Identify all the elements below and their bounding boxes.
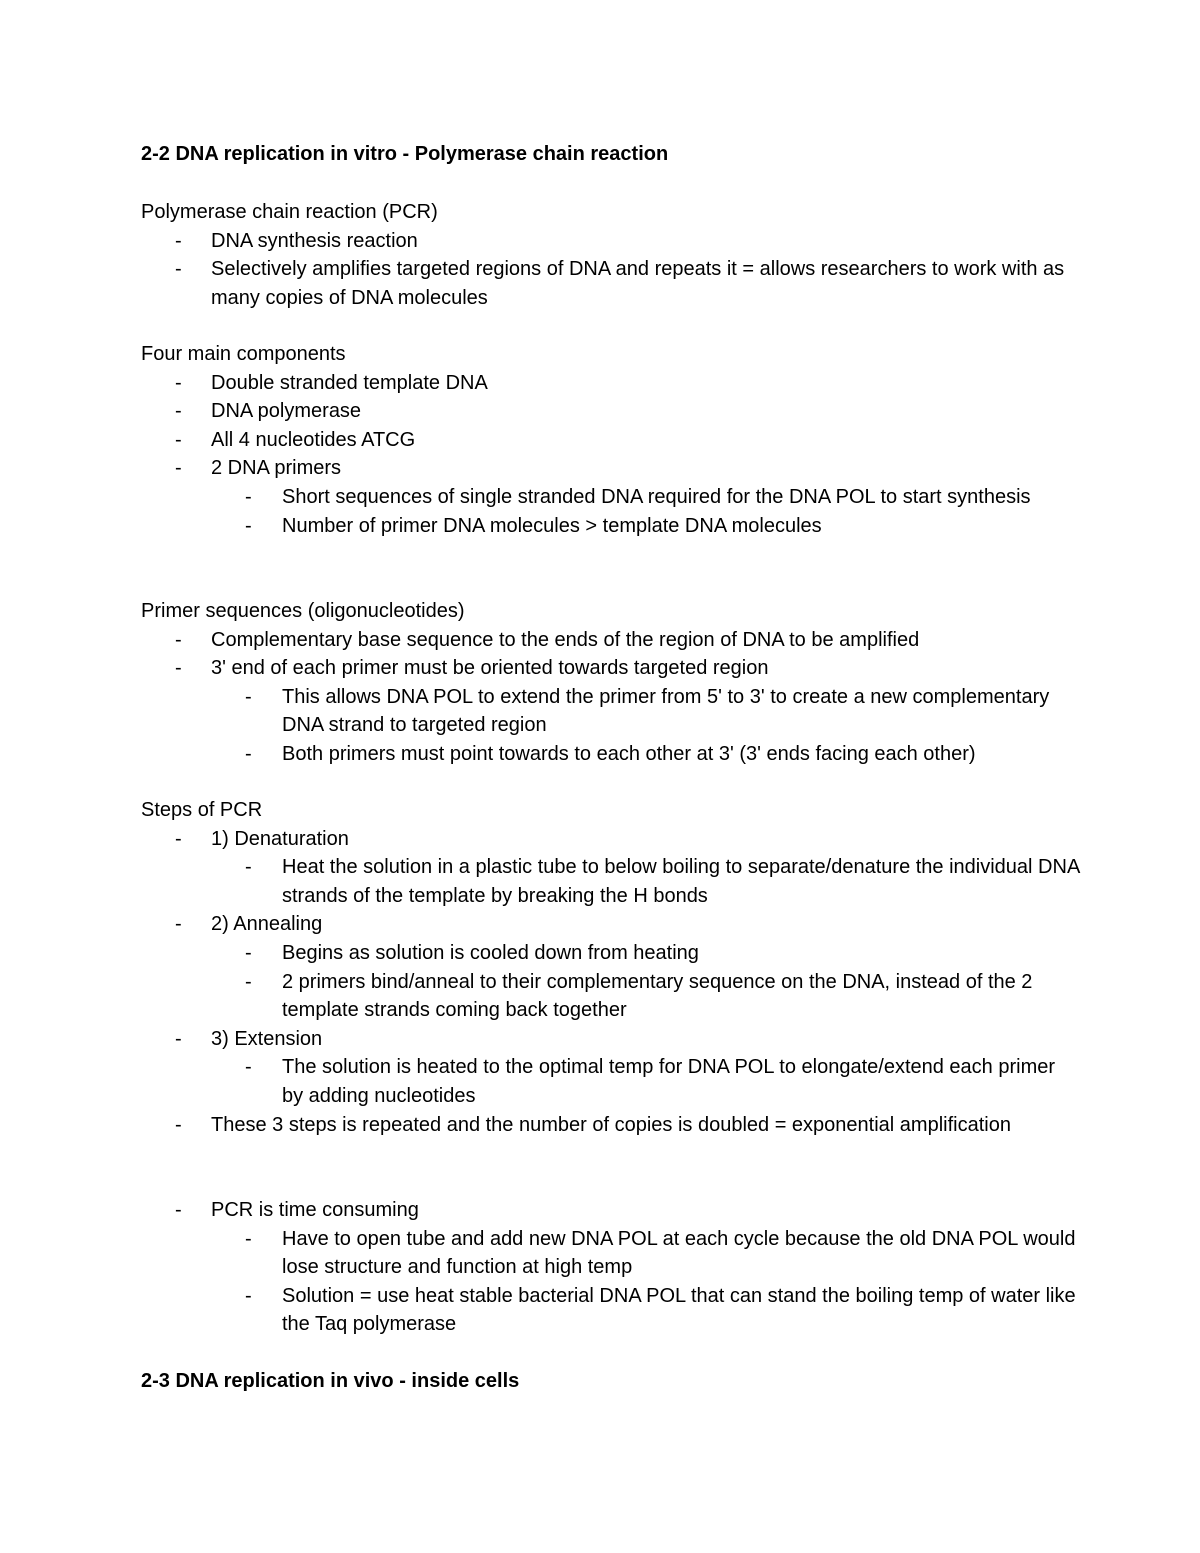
bullet-dash: -	[175, 1199, 182, 1221]
sub-list-item-text: Number of primer DNA molecules > template DNA molecules	[282, 514, 822, 537]
sub-list-item-text: This allows DNA POL to extend the primer from 5' to 3' to create a new complementary DNA strand to targeted region	[282, 685, 1050, 737]
sub-list-item	[211, 1282, 1081, 1339]
primers-sub-list	[211, 683, 1081, 769]
sub-list-item	[211, 1053, 1081, 1110]
sub-list-item-text: Begins as solution is cooled down from heating	[282, 941, 699, 964]
list-item-text: DNA synthesis reaction	[211, 229, 418, 252]
primers-list	[141, 626, 1081, 769]
list-item	[141, 1196, 1081, 1339]
bullet-dash: -	[175, 827, 182, 850]
denaturation-sub-list	[211, 853, 1081, 910]
sub-list-item	[211, 939, 1081, 968]
list-item-text: PCR is time consuming	[211, 1199, 419, 1221]
pcr-intro-section	[141, 198, 1081, 312]
sub-list-item-text: Both primers must point towards to each other at 3' (3' ends facing each other)	[282, 742, 976, 765]
bullet-dash: -	[245, 1284, 252, 1307]
section-heading-2-3: 2-3 DNA replication in vivo - inside cells	[141, 1370, 520, 1392]
pcr-intro-list	[141, 227, 1081, 313]
bullet-dash: -	[175, 1113, 182, 1136]
list-item-text: 3' end of each primer must be oriented towards targeted region	[211, 657, 769, 680]
list-item	[141, 654, 1081, 768]
list-item	[141, 910, 1081, 1024]
sub-list-item	[211, 483, 1081, 512]
sub-list-item	[211, 853, 1081, 910]
components-title: Four main components	[141, 343, 346, 365]
sub-list-item-text: Have to open tube and add new DNA POL at each cycle because the old DNA POL would lose structure and function at high temp	[282, 1227, 1076, 1279]
steps-list	[141, 825, 1081, 1140]
primers-title: Primer sequences (oligonucleotides)	[141, 600, 465, 622]
list-item-text: Double stranded template DNA	[211, 371, 488, 394]
sub-list-item-text: Short sequences of single stranded DNA required for the DNA POL to start synthesis	[282, 485, 1031, 508]
list-item	[141, 426, 1081, 455]
sub-list-item-text: Solution = use heat stable bacterial DNA POL that can stand the boiling temp of water like the Taq polymerase	[282, 1284, 1076, 1336]
steps-title: Steps of PCR	[141, 799, 263, 821]
bullet-dash: -	[245, 941, 252, 964]
bullet-dash: -	[175, 628, 182, 651]
bullet-dash: -	[245, 1056, 252, 1079]
bullet-dash: -	[245, 856, 252, 879]
bullet-dash: -	[175, 229, 182, 252]
bullet-dash: -	[245, 742, 252, 765]
list-item-text: All 4 nucleotides ATCG	[211, 428, 416, 451]
bullet-dash: -	[175, 657, 182, 680]
list-item	[141, 454, 1081, 540]
bullet-dash: -	[245, 685, 252, 708]
list-item	[141, 1111, 1081, 1140]
bullet-dash: -	[175, 913, 182, 936]
sub-list-item	[211, 512, 1081, 541]
bullet-dash: -	[175, 258, 182, 281]
list-item	[141, 369, 1081, 398]
steps-section	[141, 796, 1081, 1139]
components-list	[141, 369, 1081, 541]
extension-sub-list	[211, 1053, 1081, 1110]
list-item	[141, 1025, 1081, 1111]
bullet-dash: -	[175, 1027, 182, 1050]
annealing-sub-list	[211, 939, 1081, 1025]
sub-list-item-text: 2 primers bind/anneal to their complementary sequence on the DNA, instead of the 2 template strands coming back together	[282, 970, 1033, 1022]
step-extension: 3) Extension	[211, 1027, 323, 1050]
bullet-dash: -	[245, 1227, 252, 1250]
list-item-text: DNA polymerase	[211, 400, 362, 423]
list-item-text: These 3 steps is repeated and the number of copies is doubled = exponential amplification	[211, 1113, 1011, 1136]
time-consuming-list	[141, 1196, 1081, 1339]
bullet-dash: -	[245, 514, 252, 537]
step-annealing: 2) Annealing	[211, 913, 323, 936]
bullet-dash: -	[175, 457, 182, 480]
bullet-dash: -	[175, 428, 182, 451]
sub-list-item	[211, 1225, 1081, 1282]
list-item	[141, 626, 1081, 655]
list-item	[141, 227, 1081, 256]
sub-list-item	[211, 740, 1081, 769]
list-item-text: 2 DNA primers	[211, 457, 342, 480]
sub-list-item	[211, 683, 1081, 740]
list-item-text: Selectively amplifies targeted regions of DNA and repeats it = allows researchers to work with as many copies of DNA molecules	[211, 258, 1065, 309]
time-consuming-sub-list	[211, 1225, 1081, 1339]
bullet-dash: -	[175, 371, 182, 394]
bullet-dash: -	[245, 485, 252, 508]
bullet-dash: -	[175, 400, 182, 423]
section-heading-2-2: 2-2 DNA replication in vitro - Polymerase chain reaction	[141, 143, 669, 165]
primer-sub-list	[211, 483, 1081, 540]
sub-list-item-text: The solution is heated to the optimal temp for DNA POL to elongate/extend each primer by adding nucleotides	[282, 1056, 1056, 1107]
bullet-dash: -	[245, 970, 252, 993]
list-item	[141, 255, 1081, 312]
sub-list-item	[211, 968, 1081, 1025]
list-item	[141, 397, 1081, 426]
step-denaturation: 1) Denaturation	[211, 827, 349, 850]
sub-list-item-text: Heat the solution in a plastic tube to below boiling to separate/denature the individual DNA strands of the template by breaking the H bonds	[282, 856, 1080, 907]
list-item-text: Complementary base sequence to the ends of the region of DNA to be amplified	[211, 628, 920, 651]
primers-section	[141, 597, 1081, 769]
time-consuming-section	[141, 1196, 1081, 1339]
pcr-intro-title: Polymerase chain reaction (PCR)	[141, 201, 438, 223]
list-item	[141, 825, 1081, 911]
components-section	[141, 340, 1081, 540]
